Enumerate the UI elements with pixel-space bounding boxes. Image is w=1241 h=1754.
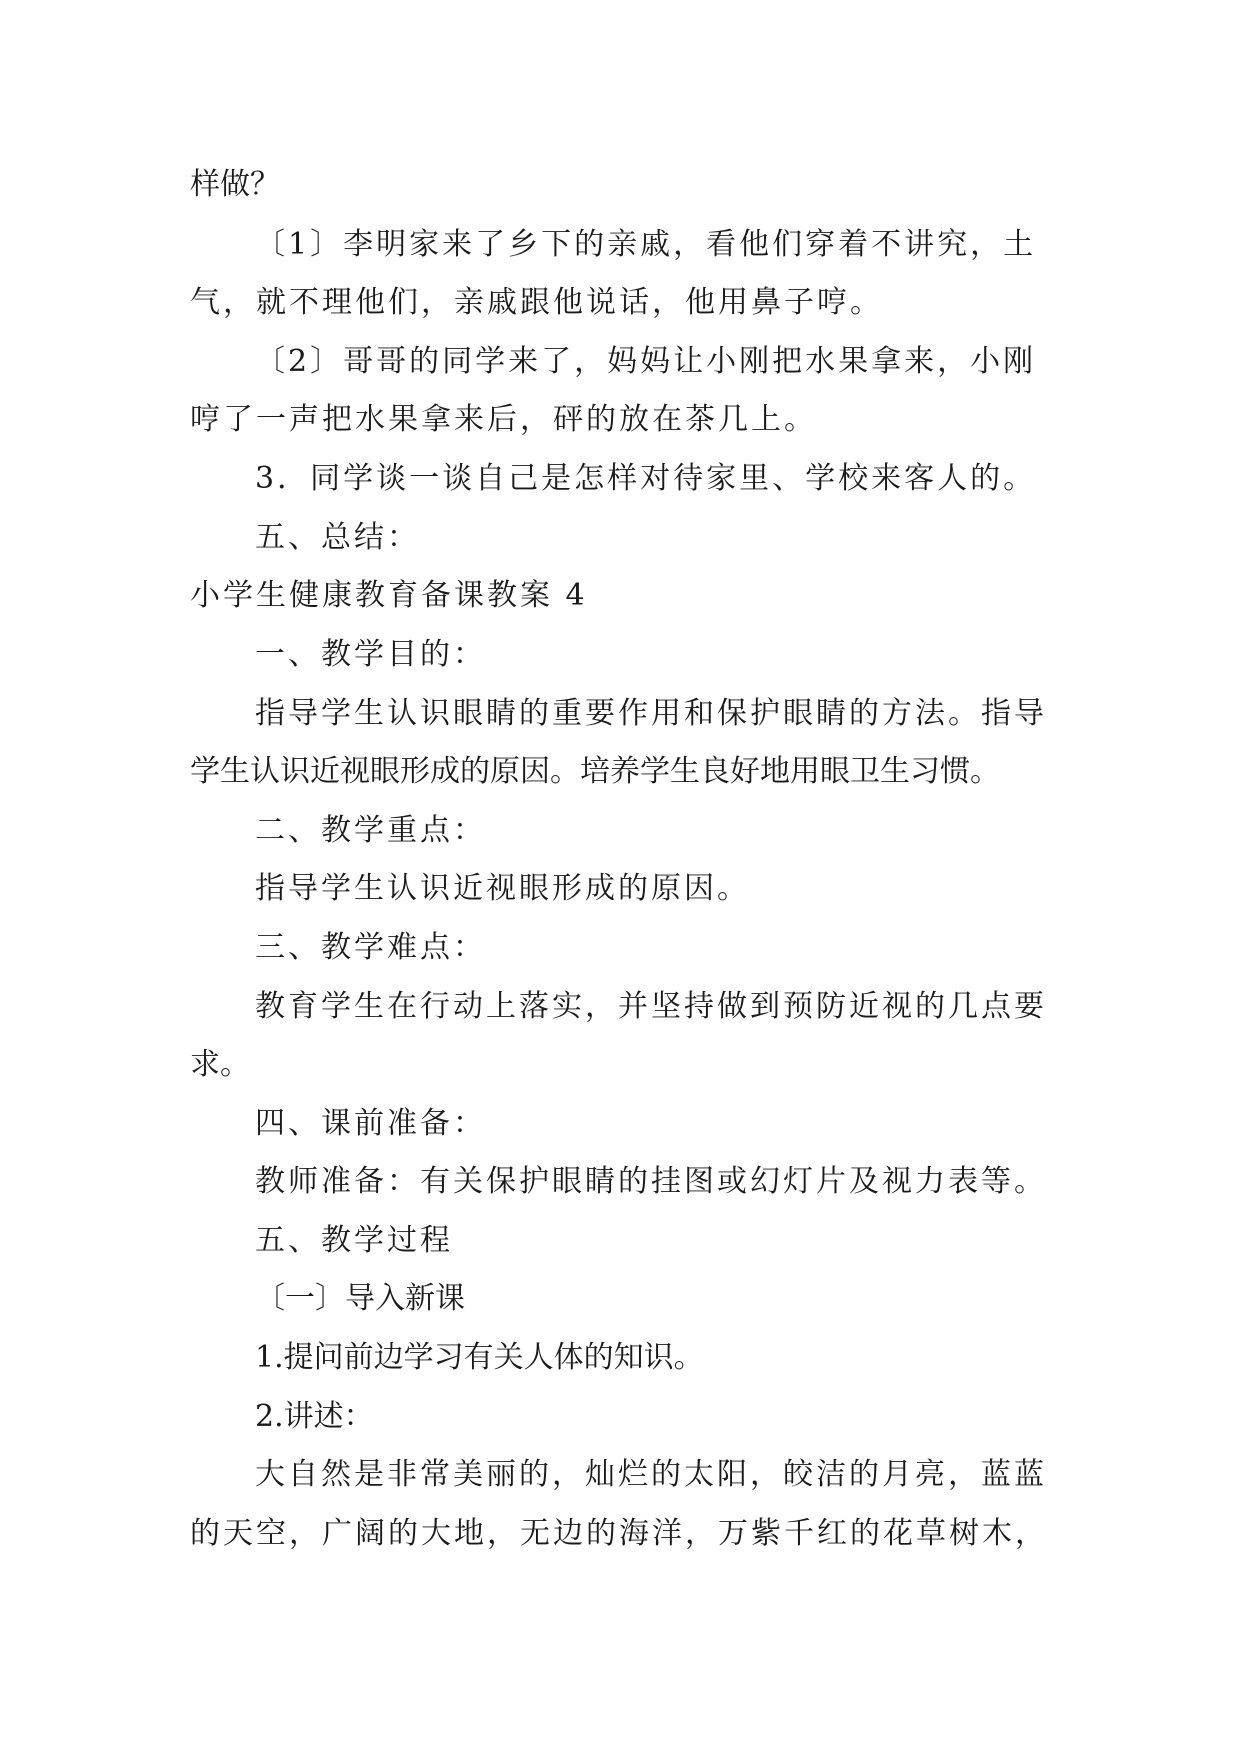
text-line: 指导学生认识近视眼形成的原因。: [255, 871, 750, 906]
text-line: 指导学生认识眼睛的重要作用和保护眼睛的方法。指导: [255, 696, 1047, 731]
section-heading: 二、教学重点：: [255, 813, 486, 848]
section-heading: 五、总结：: [255, 520, 420, 555]
section-heading: 五、教学过程: [255, 1223, 453, 1258]
section-heading: 三、教学难点：: [255, 930, 486, 965]
text-line: 教师准备：有关保护眼睛的挂图或幻灯片及视力表等。: [255, 1164, 1047, 1199]
text-line: 的天空，广阔的大地，无边的海洋，万紫千红的花草树木，: [190, 1516, 1048, 1551]
text-line: 〔1〕李明家来了乡下的亲戚，看他们穿着不讲究，土: [255, 227, 1037, 262]
text-line: 2.讲述：: [255, 1399, 374, 1434]
text-line: 学生认识近视眼形成的原因。培养学生良好地用眼卫生习惯。: [190, 754, 1000, 789]
subsection-heading: 〔一〕导入新课: [255, 1281, 465, 1316]
text-line: 1.提问前边学习有关人体的知识。: [255, 1340, 704, 1375]
text-line: 哼了一声把水果拿来后，砰的放在茶几上。: [190, 402, 817, 437]
text-line: 3．同学谈一谈自己是怎样对待家里、学校来客人的。: [255, 461, 1037, 496]
lesson-title: 小学生健康教育备课教案 4: [190, 578, 588, 613]
text-line: 气，就不理他们，亲戚跟他说话，他用鼻子哼。: [190, 285, 883, 320]
text-line: 大自然是非常美丽的，灿烂的太阳，皎洁的月亮，蓝蓝: [255, 1457, 1047, 1492]
text-line: 求。: [190, 1047, 250, 1082]
section-heading: 一、教学目的：: [255, 637, 486, 672]
text-line: 〔2〕哥哥的同学来了，妈妈让小刚把水果拿来，小刚: [255, 344, 1037, 379]
text-line: 教育学生在行动上落实，并坚持做到预防近视的几点要: [255, 989, 1047, 1024]
section-heading: 四、课前准备：: [255, 1106, 486, 1141]
text-line: 样做？: [190, 167, 280, 202]
